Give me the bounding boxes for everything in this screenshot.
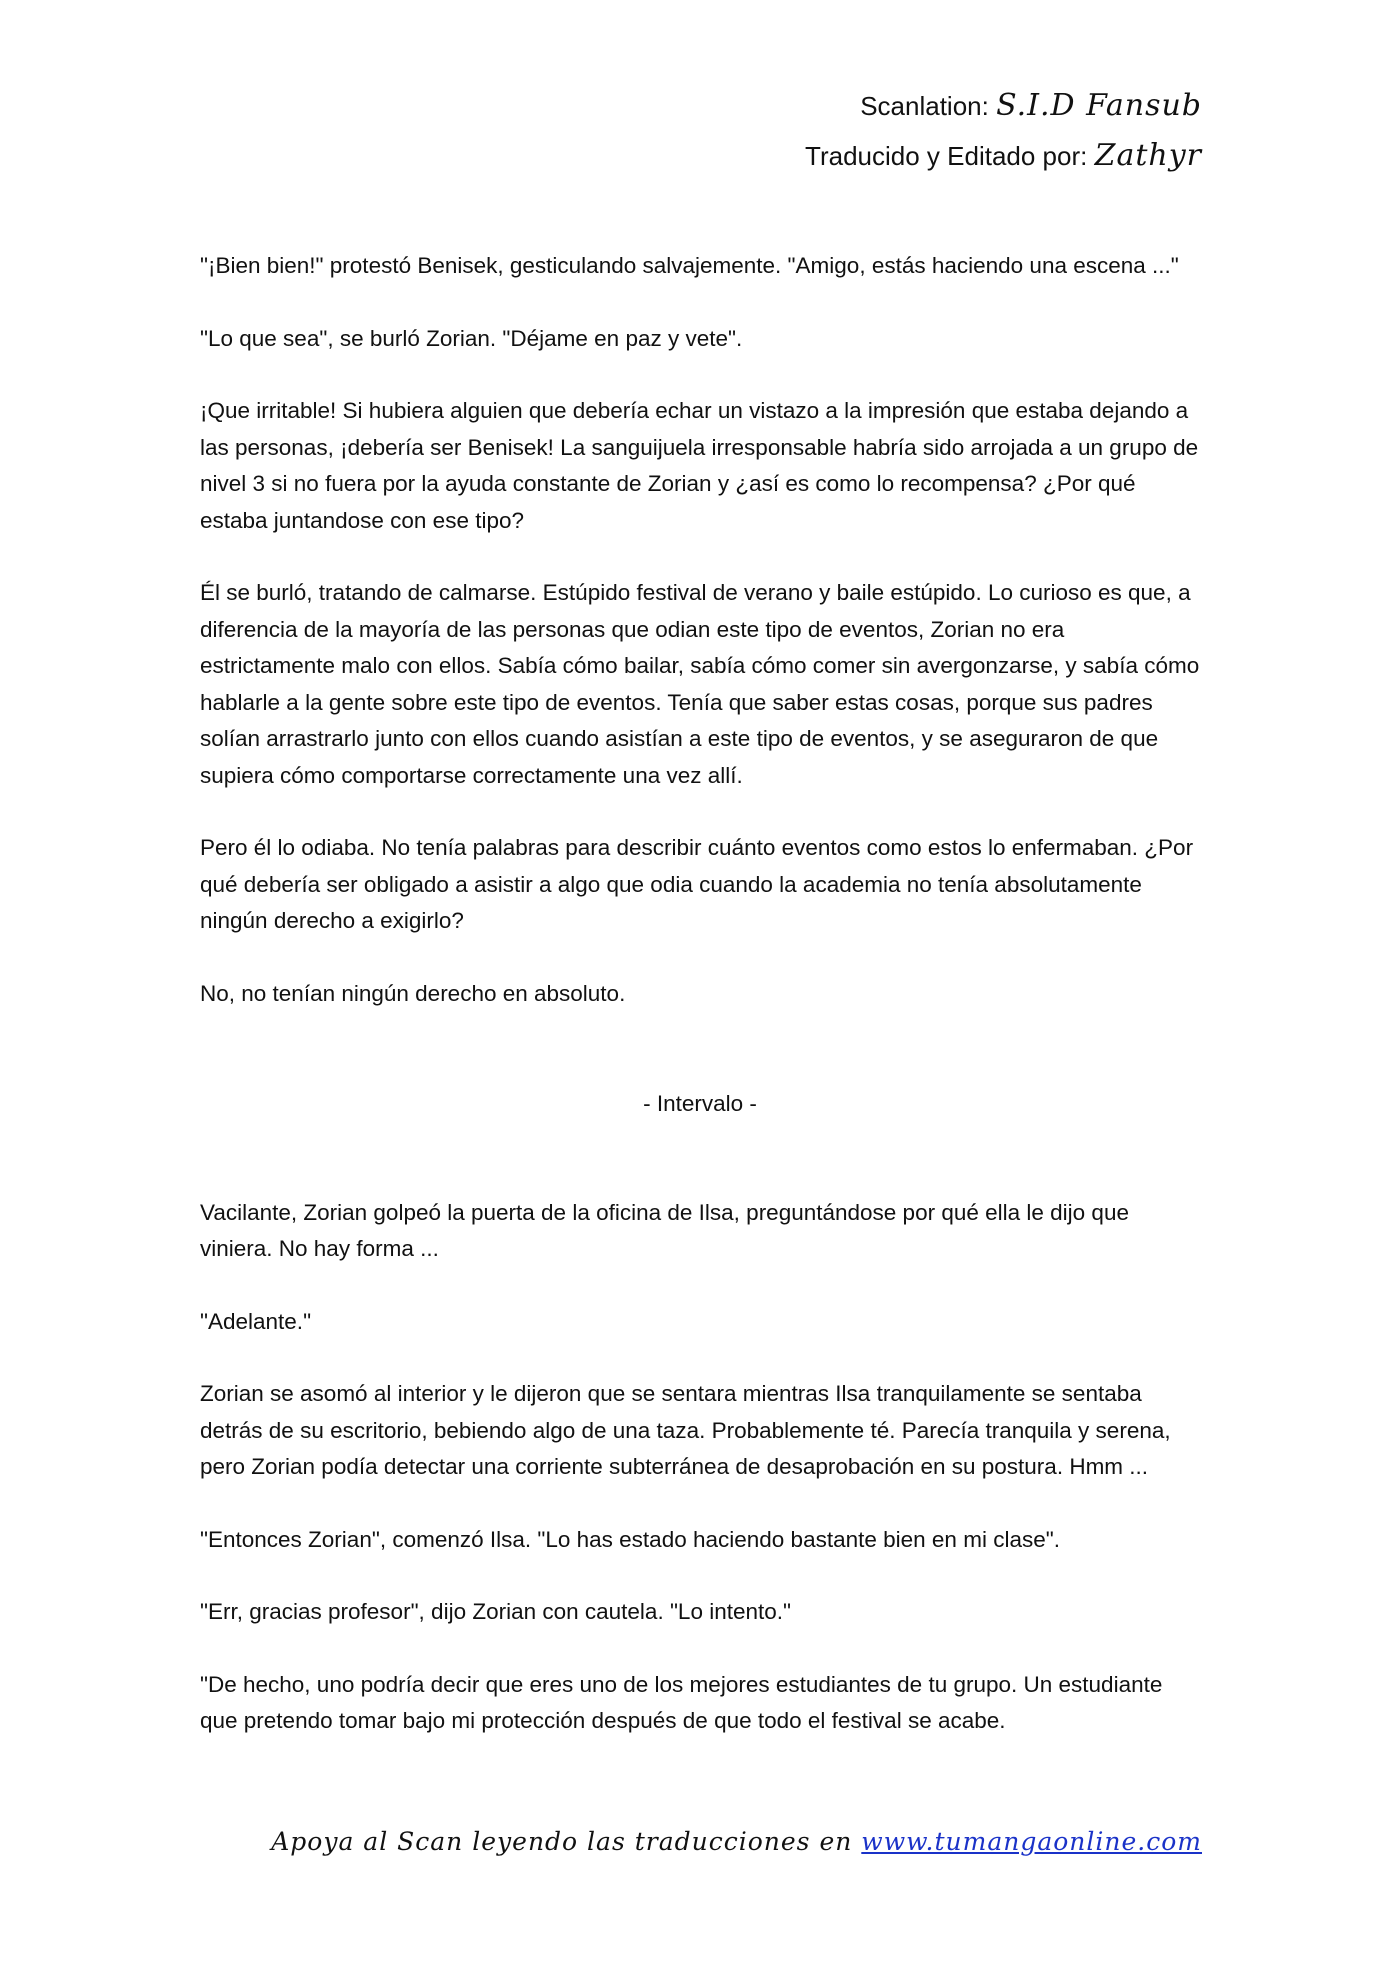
footer-text: Apoya al Scan leyendo las traducciones en [271, 1827, 853, 1856]
translator-value: Zathyr [1094, 138, 1202, 173]
support-footer [271, 1827, 1202, 1856]
website-link[interactable]: www.tumangaonline.com [861, 1827, 1202, 1856]
scene-break: - Intervalo - [643, 1091, 757, 1116]
paragraph: "Err, gracias profesor", dijo Zorian con cautela. "Lo intento." [200, 1599, 791, 1624]
translator-credit [805, 138, 1202, 174]
scanlation-value: S.I.D Fansub [996, 88, 1202, 123]
paragraph: "Lo que sea", se burló Zorian. "Déjame en paz y vete". [200, 325, 743, 351]
paragraph: "Adelante." [200, 1308, 312, 1334]
story-text [200, 248, 1200, 1776]
paragraph: "De hecho, uno podría decir que eres uno de los mejores estudiantes de tu grupo. Un estudiante que pretendo tomar bajo mi protección después de que todo el festival se acabe. [200, 1671, 1163, 1733]
paragraph: Pero él lo odiaba. No tenía palabras para describir cuánto eventos como estos lo enfermaban. ¿Por qué debería ser obligado a asistir a algo que odia cuando la academia no tenía absolutamente ningún derecho a exigirlo? [200, 835, 1194, 933]
paragraph: Zorian se asomó al interior y le dijeron que se sentara mientras Ilsa tranquilamente se sentaba detrás de su escritorio, bebiendo algo de una taza. Probablemente té. Parecía tranquila y serena, pero Zorian podía detectar una corriente subterránea de desaprobación en su postura. Hmm ... [200, 1381, 1171, 1479]
paragraph: Él se burló, tratando de calmarse. Estúpido festival de verano y baile estúpido. Lo curioso es que, a diferencia de la mayoría de las personas que odian este tipo de eventos, Zorian no era estrictamente malo con ellos. Sabía cómo bailar, sabía cómo comer sin avergonzarse, y sabía cómo hablarle a la gente sobre este tipo de eventos. Tenía que saber estas cosas, porque sus padres solían arrastrarlo junto con ellos cuando asistían a este tipo de eventos, y se aseguraron de que supiera cómo comportarse correctamente una vez allí. [200, 580, 1200, 788]
translator-label: Traducido y Editado por: [805, 141, 1088, 171]
credits-block [805, 88, 1202, 188]
paragraph: "¡Bien bien!" protestó Benisek, gesticulando salvajemente. "Amigo, estás haciendo una escena ..." [200, 253, 1179, 278]
paragraph: No, no tenían ningún derecho en absoluto. [200, 980, 626, 1006]
scanlation-credit [805, 88, 1202, 124]
paragraph: Vacilante, Zorian golpeó la puerta de la oficina de Ilsa, preguntándose por qué ella le dijo que viniera. No hay forma ... [200, 1199, 1129, 1261]
paragraph: ¡Que irritable! Si hubiera alguien que debería echar un vistazo a la impresión que estaba dejando a las personas, ¡debería ser Benisek! La sanguijuela irresponsable habría sido arrojada a un grupo de nivel 3 si no fuera por la ayuda constante de Zorian y ¿así es como lo recompensa? ¿Por qué estaba juntandose con ese tipo? [200, 398, 1199, 533]
paragraph: "Entonces Zorian", comenzó Ilsa. "Lo has estado haciendo bastante bien en mi clase". [200, 1526, 1060, 1552]
scanlation-label: Scanlation: [860, 91, 989, 121]
